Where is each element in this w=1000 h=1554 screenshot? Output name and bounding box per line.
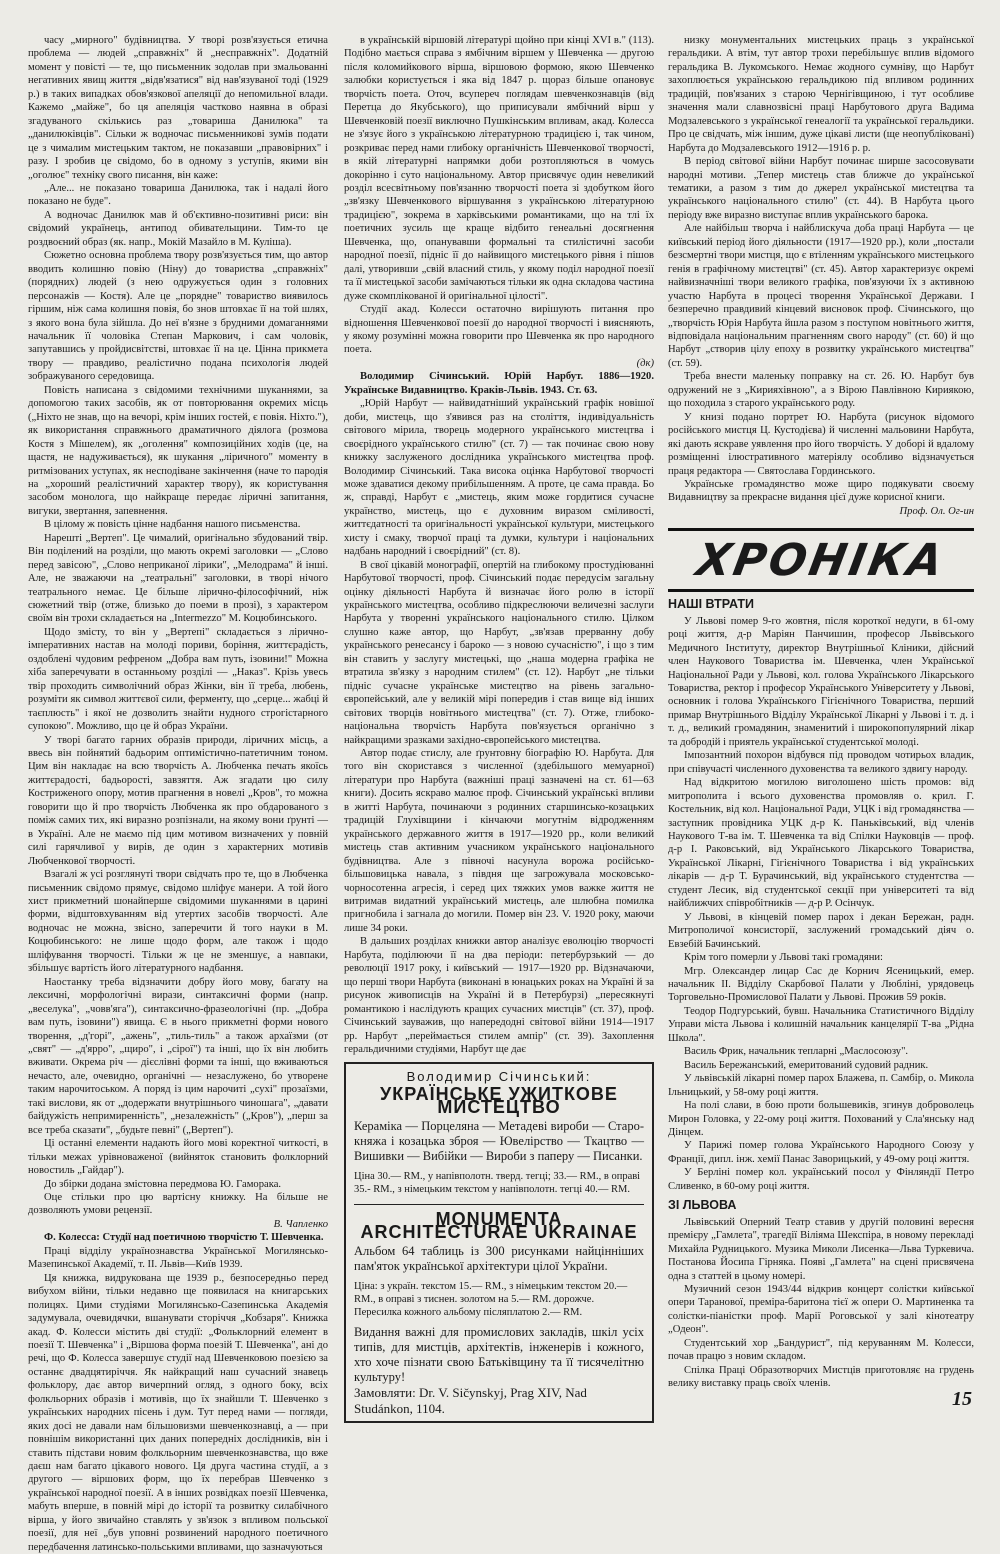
ad-price: Ціна 30.— RM., у напівполотн. тверд. тегці; 33.— RM., в оправі 35.- RM., з німецьким текстом у напівполотн. тегці 40.— RM. (354, 1170, 641, 1195)
review-subheading: Праці відділу українознавства Української Могилянсько-Мазепинської Академії, т. II. Львів—Київ 1939. (28, 1245, 328, 1271)
ad-author: Володимир Січинський: (406, 1069, 592, 1085)
paragraph: Треба внести маленьку поправку на ст. 26. Ю. Нарбут був одружений не з „Кирияхівною", а з Вірою Павлівною Кириякою, що походила з старого українського роду. (668, 371, 974, 410)
ad-note: Видання важні для промислових закладів, шкіл усіх типів, для мистців, архітектів, інженерів і кожного, хто хоче пізнати свою Батьківщину та її тисячелітню культуру! (354, 1324, 644, 1384)
column-1 (28, 34, 328, 1554)
news-item: Спілка Праці Образотворчих Мистців приготовляє на грудень велику виставку праць своїх членів. (668, 1364, 974, 1390)
news-item: У Берліні помер кол. український посол у Фінляндії Петро Сливенко, в 60-ому році життя. (668, 1167, 974, 1192)
news-item: У Львові, в кінцевій помер парох і декан Бережан, радн. Митрополичої консисторії, заслужений громадський діяч о. Евзебій Бачинський. (668, 911, 974, 950)
ad-price-2: Ціна: з україн. текстом 15.— RM., з німецьким текстом 20.— RM., в оправі з тиснен. золотом на 5.— RM. дорожче. Пересилка кожного альбому післяплатою 2.— RM. (354, 1280, 628, 1318)
chronicle-title: ХРОНІКА (692, 534, 950, 586)
paragraph: Сюжетно основна проблема твору розв'язується тим, що автор вводить колишню повію (Ніну) до товариства „справжніх" (порядних) людей (з нею одружується один з головних персонажів — Костя). Але це „порядне" товариство виявилось гіршим, ніж сама колишня повія, бо знов штовхає її на той шлях, з якого вона була зійшла. До неї в'язне з брудними домаганнями начальник її чоловіка Степан Маркович, і сам чоловік, запутавшись у пройдисвітстві, штовхає її на це. Цінна прикмета твору — правдиво, реалістично подана психологія людей зображуваного середовища. (28, 250, 328, 383)
paragraph: У творі багато гарних образів природи, ліричних місць, а ввесь він пойнятий бадьорим оптимістично-патетичним тоном. Цим він накладає на всю творчість А. Любченка печать якоїсь життєрадості, бадьорості, завзяття. Аж згадати цю силу Костриженого опору, мотив прагнення в новелі „Кров", то можна говорити що й про творчість Любченка як про обдарованого з поміж самих тих, які виразно розпізнали, на якому вони ґрунті — в Україні. Але не маємо під цим мотивом визначених у повній силі гарячливої у вирів, де один з характерних мотивів Любченкової творчості. (28, 734, 328, 867)
paragraph: А водночас Данилюк мав й об'єктивно-позитивні риси: він свідомий українець, антипод обивательщини. Тим-то це роздвоєний образ (як. напр., Мокій Мазайло в М. Куліша). (28, 209, 328, 248)
section-heading: НАШІ ВТРАТИ (668, 597, 755, 612)
column-2 (344, 34, 654, 1423)
paragraph: часу „мирного" будівництва. У творі розв'язується етична проблема — людей „справжніх" й „несправжніх". Додатній момент у повісті — те, що письменник зодолав при змальованні негативних явищ життя „відв'язатися" від нав'язуваної тоді (1929 р.) в таких випадках обов'язкової апеляції до непомильної влади. Кажемо „майже", бо ця апеляція частково наявна в образі згадуваного скількись раз „товариша Данилюка" та „данилюківців". Сільки ж водночас письменникові зумів подати це з чималим мистецьким тактом, не показавши „правовірних" і разу. І зробив це свідомо, бо в одному з уступів, якими він „оголює" техніку свого писання, він каже: (28, 35, 328, 181)
news-item: Студентський хор „Бандурист", під керуванням М. Колесси, почав працю з новим складом. (668, 1337, 974, 1363)
paragraph: Повість написана з свідомими технічними шуканнями, за допомогою таких засобів, як от повторювання окремих місць („Ніхто не знав, що на вечорі, крім інших гостей, є повія. Ніхто."), як використання справжнього драматичного діялога (розмова Костя з Мішелем), як „оголення" композиційних ходів (це, на щастя, не надуживається), як шукання „ліричного" моменту в ритмізованих уступах, як несподіване закінчення (наче то пародія на „хороший реалістичний характер твору), як користування засобом монолога, що найкраще передає ліричні запитання, вигуки, звертання, запевнення. (28, 384, 328, 517)
column-3 (668, 34, 974, 1391)
paragraph: В цілому ж повість цінне надбання нашого письменства. (44, 519, 301, 531)
news-item: Теодор Подгурський, бувш. Начальника Статистичного Відділу Управи міста Львова і колишній начальник канцелярії Т-ва „Рідна Школа". (668, 1005, 974, 1044)
paragraph: в українській віршовій літературі щойно при кінці XVI в." (113). Подібно мається справа з ямбічним віршем у Шевченка — другою після коломийкового вірша, віршовою формою, якою Шевченко залюбки користується і яка від 1847 р. щораз більше опановує творчість поета. Оточ, всупереч поглядам шевченкознавців (від Перетца до Якубського), що приписували ямбічний вірш у Шевченковій поезії виключно Пушкінським впливам, акад. Колесса не з'язує його з українською літературною традицією і, так чином, розкриває перед нами глибоку органічність Шевченкової творчості, в якій літературні напрямки доби розтопляються в чомусь докорінно і суто національному. Автор присвячує один невеликий розділ всесвітньому пов'язанню творчості поета зі здобутком його „зв'язку Шевченкового віршування з українською літературною традицією", зокрема в харківськими романтиками, що на тлі їх поетичних зусиль ще краще відбито генеальні досягнення Шевченка, що, опанувавши формальні та стилістичні засоби народної поезії, підніс її до найвищого мистецького рівня і пішов далі, утворивши „свій власний стиль, у якому поділ народної поезії та її мистецької засоби замічаються тільки як одна складова частина дуже скомплікованої й оригінальної цілості". (344, 35, 654, 302)
news-item: Львівський Оперний Театр ставив у другій половині вересня премієру „Гамлета", трагедії Віліяма Шекспіра, в новому перекладі Михайла Рудницького. Музика Миколи Лисенка—Льва Туркевича. Постанова Йосипа Гірняка. Появі „Гамлета" на сцені присвячена одна з статтей в цьому номері. (668, 1216, 974, 1282)
paragraph: Студії акад. Колесси остаточно вирішують питання про відношення Шевченкової поезії до народної творчості і виясняють, у якому розумінні можна говорити про Шевченка як про народного поета. (344, 304, 654, 356)
news-item: На полі слави, в бою проти большевиків, згинув доброволець Мирон Головка, у 22-ому році життя. Похований у Сла'янську над Дінцем. (668, 1100, 974, 1138)
ad-body-2: Альбом 64 таблиць із 300 рисунками найцінніших пам'яток української архітектури цілої України. (354, 1243, 644, 1273)
news-item: У Парижі помер голова Українського Народного Союзу у Франції, дипл. інж. хемії Панас Заворицький, у 49-ому році життя. (668, 1140, 974, 1165)
paragraph: Щодо змісту, то він у „Вертепі" складається з лірично-імперативних настав на молоді пориви, боріння, життєрадість, оздоблені чудовим рефреном „Добра вам путь, ізовини!" Можна хіба заперечувати в останньому розділі — „Наказ". Крізь увесь твір проходить символічний образ Жінки, він її треба, любень, розуміти як символ життєвої сили, ферменту, що „серце... жабці й таєплюсть" і якої не дозволить знайти нудного строгістарного супокою". Можливо, що це й образ України. (28, 626, 328, 733)
news-item: У львівській лікарні помер парох Блажева, п. Самбір, о. Микола Ільницький, у 58-ому році життя. (668, 1073, 974, 1098)
page-number: 15 (952, 1388, 972, 1410)
paragraph: В період світової війни Нарбут починає ширше засосовувати народні мотиви. „Тепер мистець став ближче до української тематики, а разом з тим до джерел української мистецтва та українського національного стилю" (ст. 44). В Нарбута цього періоду вже виразно виступає вплив українського барока. (668, 156, 974, 221)
paragraph: В дальших розділах книжки автор аналізує еволюцію творчості Нарбута, поділюючи її на два періоди: петербурзький — до революції 1917 року, і київський — 1917—1920 рр. Відзначаючи, що перші твори Нарбута (виконані в юнацьких роках на Україні й за рисунок живописців на Україні й в Петербурзі) „пересякнуті романтикою і наслідують кращих сучасних мистців" (ст. 37), проф. Січинський зауважив, що напередодні світової війни 1914—1917 рр. Нарбут „переймається стилем ампір" (ст. 39). Захоплення геральдичними студіями, Нарбут ще дає (344, 936, 654, 1055)
review-heading: Ф. Колесса: Студії над поетичною творчістю Т. Шевченка. (44, 1232, 324, 1244)
news-item: Імпозантний похорон відбувся під проводом чотирьох владик, при співучасті численного духовенства та великого здвигу народу. (668, 750, 974, 775)
ad-title: УКРАЇНСЬКЕ УЖИТКОВЕ МИСТЕЦТВО (380, 1083, 618, 1118)
paragraph: У книзі подано портрет Ю. Нарбута (рисунок відомого російського мистця Ц. Кустодієва) й численні мальовини Нарбута, які дають яскраве уявлення про його творчість. У доборі й вдалому розміщенні ілюстративного матеріялу особливо відзначується праця редактора — Святослава Гординського. (668, 411, 974, 477)
paragraph: Оце стільки про цю вартісну книжку. На більше не дозволяють умови рецензії. (28, 1191, 328, 1217)
quote: „Але... не показано товариша Данилюка, так і надалі його показано не буде". (28, 182, 328, 208)
news-item: Музичний сезон 1943/44 відкрив концерт солістки київської опери Таранової, преміра-баритона тієї ж опери О. Мартиненка та солістки-піаністки проф. Марії Роговської у залі кінотеатру „Одеон". (668, 1283, 974, 1336)
review-signature: Проф. Ол. Ог-ин (899, 505, 974, 517)
section-heading: ЗІ ЛЬВОВА (668, 1198, 737, 1213)
review-signature: В. Чапленко (273, 1218, 328, 1230)
news-item: Василь Фрик, начальник тепларні „Маслосоюзу". (684, 1046, 909, 1058)
ad-order-address: Замовляти: Dr. V. Sičynskyj, Prag XIV, Nad Studánkon, 1104. (354, 1384, 587, 1416)
news-item: Мгр. Олександер лицар Сас де Корнич Ясеницький, емер. начальник II. Відділу Скарбової Палати у Любліні, урядовець Торговельно-Промислової Палати у Львові. Прожив 59 років. (668, 965, 974, 1004)
book-advertisement (344, 1062, 654, 1422)
news-item: Василь Бережанський, емеритований судовий радник. (684, 1059, 929, 1071)
paragraph: Ці останні елементи надають його мові коректної читкості, в тільки межах урівноваженої (вийняток становить фолклорний новостиль „Гайдар"). (28, 1138, 328, 1177)
news-item: У Львові помер 9-го жовтня, після короткої недуги, в 61-ому році життя, д-р Маріян Панчишин, професор Львівського Медичного Інституту, директор Внутрішньої Кліники, дійсний член Наукового Товариства ім. Шевченка, член Української Національної Ради у Львові, кол. голова Українського Лікарського Товариства, ректор і професор Українського Університету у Львові, основник і голова Українського Гігієнічного Товариства, перший примар Внутрішнього Відділу Української Лікарні у Львові і т. д. і т. д., великий громадянин, знаменитий і широкопопулярний лікар та добродій і приятель української студентської молоді. (668, 615, 974, 748)
ad-divider (354, 1204, 644, 1205)
paragraph: Ця книжка, видрукована ще 1939 р., безпосередньо перед вибухом війни, тільки недавно ще появилася на книгарських полицях. Цими студіями Могилянсько-Сазепинська Академія задумувала, очевидячки, вшанувати сторіччя „Кобзаря". Книжка акад. Ф. Колесси містить дві студії: „Фольклорний елемент в поезії Т. Шевченка" і „Віршова форма поезій Т. Шевченка", ані до речі, що Ф. Колесса завершує студії над Шевченковою поезією за останнє двадцятиріччя. Як найкращий наш сучасний знавець фольклору, дає автор вичерпний огляд, з одного боку, всіх фолкльорних образів і мотивів, що їх знайшли Т. Шевченко з українських народних пісень і дум. Тут перед нами — погляди, яких досі не давали нам більшовизми шевченкознавці, а — при повнішім використанні цих даних попередніх дослідників, він і ставить підстави новим фолкльорним шевченкознавства, що вже даєш нам багато цікавого нового. Ця друга частина студії, а з другого — віршових форм, що їх перебрав Шевченко з української народної поезії. А в інших розвідках поезії Шевченка, мабуть вперше, в повній мірі до історії та розвитку силабічного вірша, у його звичайно ставлять у зв'язок з впливом польської поезії, для неї „був уповні розвинений народного поетичного передбачення латинсько-польськими впливами, що зазначуються (28, 1272, 328, 1553)
paragraph: „Юрій Нарбут — найвидатніший український графік новішої доби, мистець, що з'явився раз на століття, індивідуальність світового мірила, творець модерного українського мистецтва і своєрідного українського стилю" (ст. 7) — так починає свою нову книжку заслуженого дослідника українського мистецтва проф. Володимир Січинський. Така висока оцінка Нарбутової творчості може здаватися декому прибільшенням. А проте, це сама правда. Бо ж, справді, Нарбут є „мистець, яким може гордитися сучасне українство, мистець, що є духовним виразом сміливості, життєдатності та оригінальності української культури, мистецького хисту і смаку, творчої праці та думки, культури і національних надбань народний і своєрідний" (ст. 8). (344, 398, 654, 558)
paragraph: Але найбільш творча і найблискуча доба праці Нарбута — це київський період його діяльности (1917—1920 рр.), коли „постали безсмертні твори мистця, що є втіленням українського мистецького генія в графічному мистецтві" (ст. 45). Автор характеризує окремі найвизначніші твори великого графіка, пов'язуючи їх з активною участю Нарбута в процесі творення Української Держави. І безперечно правдивий кінцевий висновок проф. Січинського, що „творчість Юрія Нарбута йшла разом з поступом новітнього життя, відповідала національним прагненням свого народу" (ст. 60) й що Нарбут „створив цілу епоху в розвитку українського мистецтва" (ст. 59). (668, 223, 974, 369)
ad-body: Кераміка — Порцеляна — Метадеві вироби — Старо-княжа і козацька зброя — Ювелірство — Ткацтво — Вишивки — Вибійки — Вироби з паперу — Писанки. (354, 1118, 644, 1163)
paragraph: низку монументальних мистецьких праць з української геральдики. А втім, тут автор трохи перебільшує вплив відомого геральдика В. Лукомського. Немає жодного сумніву, що Нарбут захоплюється українською геральдикою під впливом родинних традицій, пов'язаних з старою Чернігівщиною, і тут особливе значення мали славнозвісні праці Нарбутового друга Вадима Модзалевського з української генеалогії та української геральдики. Про це свідчать, між іншим, дуже цікаві листи (ще неопубліковані) Нарбута до Модзалевського 1912—1916 р. р. (668, 35, 974, 154)
news-item: Над відкритою могилою виголошено шість промов: від митрополита і всього духовенства промовляв о. крил. Г. Костельник, від кол. Національної Ради, УЦК і від громадянства — заступник провідника УЦК д-р К. Паньківський, від членів Наукового Т-ва ім. Т. Шевченка та від Спілки Науковців — проф. д-р І. Раковський, від Українського Лікарського Товариства, Української Лікарні, Гігієнічного Товариства і від українських лікарів — д-р Т. Бурачинський, від українського студентства — студент Лесик, від студентської секції при університеті та від найближчих співробітників — д-р Р. Осінчук. (668, 777, 974, 910)
news-item: Крім того померли у Львові такі громадяни: (684, 952, 883, 964)
ad-title-2: MONUMENTA ARCHITECTURAE UKRAINAE (360, 1208, 638, 1243)
review-heading: Володимир Січинський. Юрій Нарбут. 1886—1920. Українське Видавництво. Краків-Львів. 1943. Ст. 63. (344, 371, 654, 396)
chronicle-banner (668, 528, 974, 592)
paragraph: Наостанку треба відзначити добру його мову, багату на лексичні, морфологічні вирази, синтаксичні форми (напр. „веселука", „човв'яга"), синтаксично-фразеологічні (пр. „Добра вам путь, ізовини") явища. Є в нього прикметні форми нового творення, „д'горі", „ажень", „тиль-тиль" а також архаїзми (от „свят" — „д'ярро", „щиро", і „сірої") та інші, що їх він любить вживати. Окрема річ — дієслівні форми та інші, що вживаються нечасто, але, очевидно, органічні — незаслужено, бо утворене таким нарочитоськом. А поряд із цим нарочиті „сухі" прозаїзми, такі вислови, як от „додержати внутрішнього чиношага", „давати байдужість непримиренність", „незалежність" („Кров"), „перш за все треба сказати", „будьте певні" („Вертеп"). (28, 976, 328, 1136)
paragraph: Взагалі ж усі розглянуті твори свідчать про те, що в Любченка письменник свідомо прямує, свідомо шліфує манери. А той його хист прикметний шонайперше свідомими шуканнями в царині форми, відштовхуванням від утертих засобів творчості. Але водночас не можна, звісно, заперечити й того науки в М. Коцюбинського: не лише щодо форм, але також і щодо шліфування творчості. Тільки ж це не зменшує, а навпаки, збільшує вартість його літературного надбання. (28, 869, 328, 975)
paragraph: Українське громадянство може щиро подякувати своєму Видавництву за прекрасне видання цієї дуже корисної книги. (668, 478, 974, 504)
paragraph: До збірки додана змістовна передмова Ю. Гаморака. (44, 1178, 282, 1190)
review-signature: (дк) (636, 357, 654, 369)
paragraph: Автор подає стислу, але ґрунтовну біографію Ю. Нарбута. Для того він скористався з численної (здебільшого мемуарної) літератури про Нарбута (важніші праці зазначені на ст. 61—63 книги). Досить яскраво малює проф. Січинський українські впливи в житті Нарбута, починаючи з родинних старшинсько-козацьких традицій Глухівщини і кінчаючи могутнім відродженням українського державного життя в 1917—1920 рр., коли великий мистець став активним учасником українського національного будівництва. Але з півночі насунула ворожа російсько-більшовицька навала, з півдня ще загрожувала московсько-чорносотенна агресія, і серед цих тяжких умов важке життя не витримав видатний український мистець, але шлюбна помилка пригнобила і загнала до могили. Помер він 23. V. 1920 року, маючи лише 34 роки. (344, 748, 654, 934)
paragraph: В свої цікавій монографії, опертій на глибокому простудіюванні Нарбутової творчості, проф. Січинський подає передусім загальну оцінку діяльності Нарбута й визначає його ролю в історії українського мистецтва, особливо підкреслюючи величезні заслуги Нарбута у творенні українського національного стилю. Цілком слушно каже автор, що Нарбут, „зв'язав прерванну добу українського ренесансу і бароко — з новою сучасністю", і що з тим він ставить у заслугу мистецькі, що „наша модерна графіка не втратила зв'язку з народним стилем" (ст. 12). Нарбут „не тільки підніс сучасне українське мистецтво на рівень загально-європейський, але у великій мірі попередив і став вище від інших світових творців новітнього мистецтва" (ст. 7). Отже, глибоко-національна творчість Нарбута пов'язується органічно з найкращими зразками західно-європейського мистецтва. (344, 559, 654, 746)
paragraph: Нарешті „Вертеп". Це чималий, оригінально збудований твір. Він поділений на розділи, що мають окремі заголовки — „Слово перед завісою", „Слово неприканої лірики", „Мелодрама" й інші. Але, не зважаючи на „театральні" заголовки, в творі нічого театрального немає. Це більше лірично-філософічний, ніж сюжетний твір (отже, близько до поеми в прозі), з характером своїм він трохи складається на „Intermezzo" М. Коцюбинського. (28, 532, 328, 625)
